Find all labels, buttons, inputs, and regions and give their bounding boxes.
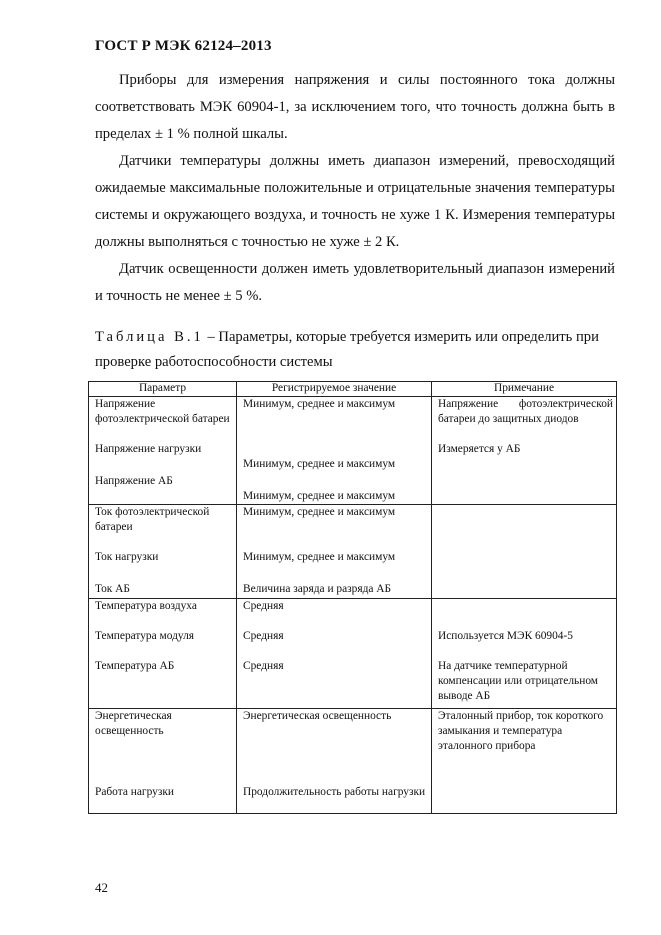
cell-notes (432, 599, 617, 709)
cell-values (237, 397, 432, 505)
param-pv-current: Ток фотоэлектрической батареи (95, 506, 210, 533)
param-battery-temperature: Температура АБ (95, 660, 175, 672)
cell-parameters (89, 709, 237, 814)
value-irradiance: Энергетическая освещенность (243, 710, 392, 722)
value-load-voltage: Минимум, среднее и максимум (243, 458, 396, 470)
param-irradiance: Энергетическая освещенность (95, 710, 172, 737)
parameters-table (88, 381, 617, 814)
param-load-current: Ток нагрузки (95, 551, 159, 563)
cell-notes-empty (432, 505, 617, 599)
cell-notes (432, 397, 617, 505)
table-row-temperature (89, 599, 617, 709)
cell-values (237, 505, 432, 599)
param-air-temperature: Температура воздуха (95, 600, 197, 612)
note-irradiance: Эталонный прибор, ток короткого замыкания и температура эталонного прибора (438, 710, 604, 752)
value-battery-current: Величина заряда и разряда АБ (243, 583, 392, 595)
paragraph-temperature-sensors: Датчики температуры должны иметь диапазон измерений, превосходящий ожидаемые максимальные положительные и отрицательные значения температуры системы и окружающего воздуха, и точность не хуже 1 К. Измерения температуры должны выполняться с точностью не хуже ± 2 К. (95, 153, 615, 250)
table-caption-label: Таблица В.1 (95, 329, 204, 345)
page-number: 42 (95, 880, 108, 895)
value-load-operation: Продолжительность работы нагрузки (243, 786, 426, 798)
paragraph-voltmeter-requirements: Приборы для измерения напряжения и силы постоянного тока должны соответствовать МЭК 60904-1, за исключением того, что точность должна быть в пределах ± 1 % полной шкалы. (95, 72, 615, 142)
value-air-temperature: Средняя (243, 600, 284, 612)
param-pv-voltage: Напряжение фотоэлектрической батареи (95, 398, 230, 425)
column-header-recorded-value: Регистрируемое значение (237, 382, 432, 397)
value-module-temperature: Средняя (243, 630, 284, 642)
note-pv-voltage: Напряжение фотоэлектрической батареи до защитных диодов (438, 398, 613, 425)
value-pv-voltage: Минимум, среднее и максимум (243, 398, 396, 410)
table-row-current (89, 505, 617, 599)
column-header-note: Примечание (432, 382, 617, 397)
paragraph-irradiance-sensor: Датчик освещенности должен иметь удовлетворительный диапазон измерений и точность не менее ± 5 %. (95, 261, 615, 304)
cell-parameters (89, 505, 237, 599)
value-pv-current: Минимум, среднее и максимум (243, 506, 396, 518)
param-module-temperature: Температура модуля (95, 630, 195, 642)
standard-header: ГОСТ Р МЭК 62124–2013 (95, 38, 272, 54)
param-battery-current: Ток АБ (95, 583, 130, 595)
cell-notes (432, 709, 617, 814)
column-header-parameter: Параметр (89, 382, 237, 397)
param-load-voltage: Напряжение нагрузки (95, 443, 202, 455)
value-load-current: Минимум, среднее и максимум (243, 551, 396, 563)
value-battery-voltage: Минимум, среднее и максимум (243, 490, 396, 502)
cell-parameters (89, 397, 237, 505)
note-battery-temperature: На датчике температурной компенсации или отрицательном выводе АБ (438, 660, 599, 702)
cell-values (237, 709, 432, 814)
cell-parameters (89, 599, 237, 709)
table-caption (95, 325, 615, 375)
note-module-temperature: Используется МЭК 60904-5 (438, 630, 573, 642)
cell-values (237, 599, 432, 709)
note-load-voltage: Измеряется у АБ (438, 443, 521, 455)
table-caption-text: – Параметры, которые требуется измерить или определить при проверке работоспособности системы (95, 329, 599, 370)
value-battery-temperature: Средняя (243, 660, 284, 672)
param-battery-voltage: Напряжение АБ (95, 475, 173, 487)
table-header-row (89, 382, 617, 397)
param-load-operation: Работа нагрузки (95, 786, 174, 798)
table-row-voltage (89, 397, 617, 505)
table-row-irradiance (89, 709, 617, 814)
